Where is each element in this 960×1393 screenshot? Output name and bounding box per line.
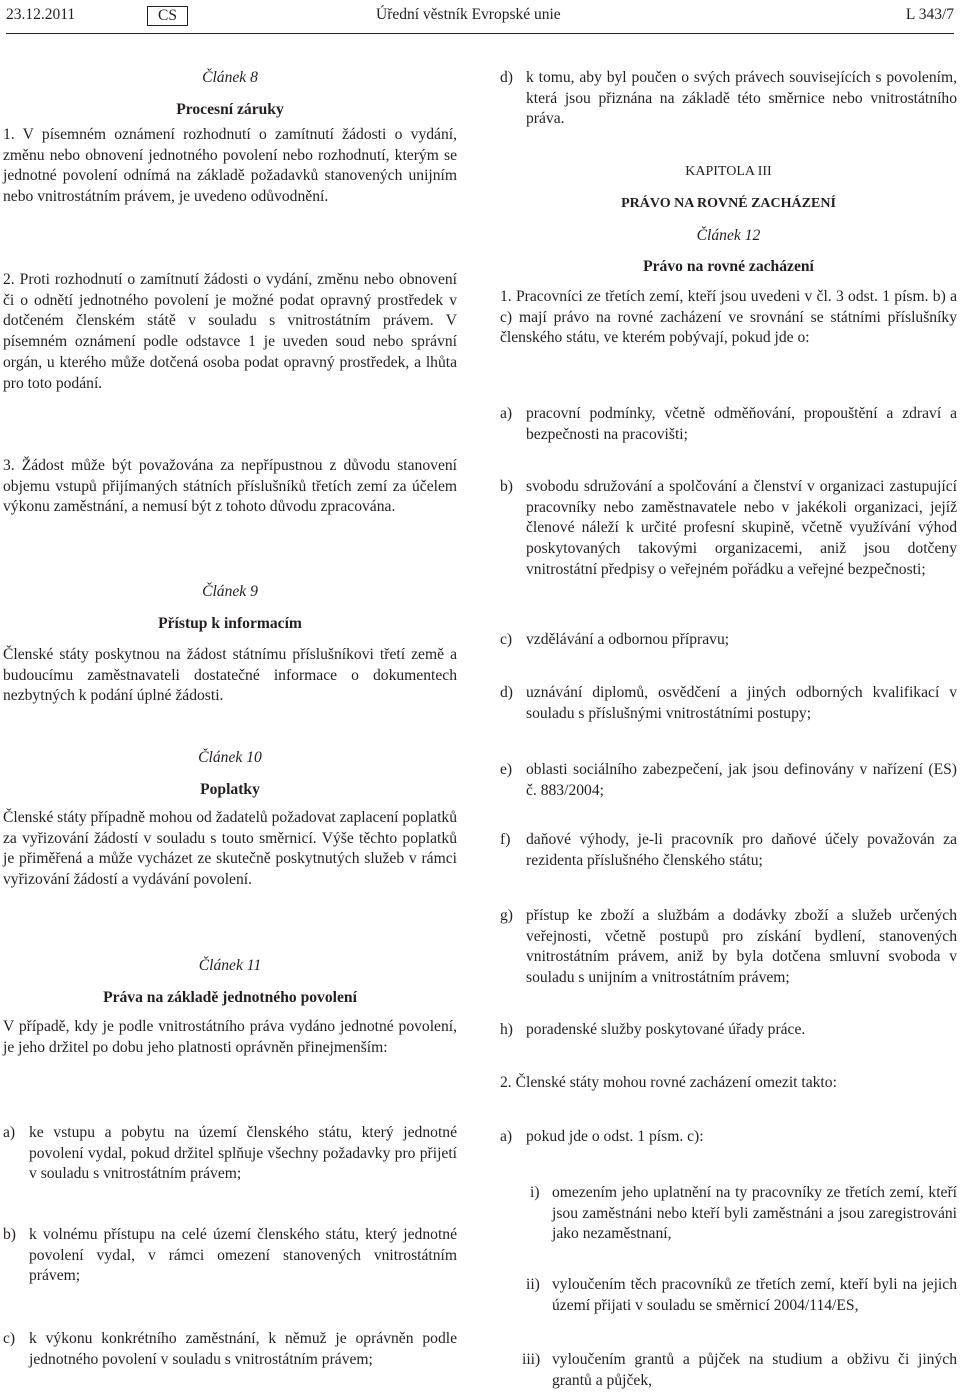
list-item-label: b): [3, 1226, 16, 1243]
sub-list-item-label: iii): [522, 1351, 541, 1368]
article-12-title: Právo na rovné zacházení: [643, 258, 814, 275]
article-10-title: Poplatky: [200, 781, 260, 798]
list-item-label: f): [500, 831, 511, 848]
list-item-label: a): [500, 1128, 513, 1145]
article-12-number: Článek 12: [696, 227, 761, 244]
list-item-text: oblasti sociálního zabezpečení, jak jsou definovány v nařízení (ES) č. 883/2004;: [526, 761, 957, 799]
list-item-text: ke vstupu a pobytu na území členského státu, který jednotné povolení vydal, pokud držitel splňuje všechny požadavky pro přijetí v souladu s vnitrostátním právem;: [29, 1124, 457, 1183]
list-item-text: přístup ke zboží a službám a dodávky zboží a služeb určených veřejnosti, včetně postupů pro získání bydlení, stanovených vnitrostátním právem, aniž by byla dotčena smluvní svoboda v souladu s unijním a vnitrostátním právem;: [526, 907, 957, 987]
list-item-label: c): [3, 1330, 16, 1347]
list-item-label: d): [500, 684, 513, 701]
list-item-text: uznávání diplomů, osvědčení a jiných odborných kvalifikací v souladu s příslušnými vnitrostátními postupy;: [526, 684, 957, 722]
list-item-label: c): [500, 631, 513, 648]
article-8-title: Procesní záruky: [176, 101, 284, 118]
list-item: [500, 830, 957, 871]
article-8-paragraph-3: 3. Žádost může být považována za nepřípustnou z důvodu stanovení objemu vstupů přijímaných státních příslušníků třetích zemí za účelem výkonu zaměstnání, a nemusí být z tohoto důvodu zpracována.: [3, 457, 457, 516]
list-item-text: vzdělávání a odbornou přípravu;: [526, 631, 730, 648]
list-item-text: k volnému přístupu na celé území členského státu, který jednotné povolení vydal, v rámci omezení stanovených vnitrostátním právem;: [29, 1226, 457, 1285]
sub-list-item-text: omezením jeho uplatnění na ty pracovníky ze třetích zemí, kteří jsou zaměstnáni nebo kteří byli zaměstnáni a jsou zaregistrováni jako nezaměstnaní,: [552, 1184, 957, 1243]
article-11-intro: V případě, kdy je podle vnitrostátního práva vydáno jednotné povolení, je jeho držitel po dobu jeho platnosti oprávněn přinejmenším:: [3, 1018, 457, 1056]
list-item: [500, 906, 957, 989]
list-item-text: daňové výhody, je-li pracovník pro daňové účely považován za rezidenta příslušného členského státu;: [526, 831, 957, 869]
list-item-text: pracovní podmínky, včetně odměňování, propouštění a zdraví a bezpečnosti na pracovišti;: [526, 405, 957, 443]
article-10-text: Členské státy případně mohou od žadatelů požadovat zaplacení poplatků za vyřizování žádostí v souladu s touto směrnicí. Výše těchto poplatků je přiměřená a může vycházet ze skutečně poskytnutých služeb v rámci vyřizování žádostí a vydávání povolení.: [3, 809, 457, 889]
page-reference: L 343/7: [905, 6, 954, 23]
list-item: [500, 1020, 957, 1041]
list-item-label: d): [500, 69, 513, 86]
list-item: [3, 1225, 457, 1287]
journal-title: Úřední věstník Evropské unie: [376, 6, 561, 23]
article-8-number: Článek 8: [202, 69, 258, 86]
article-12-paragraph-1: 1. Pracovníci ze třetích zemí, kteří jsou uvedeni v čl. 3 odst. 1 písm. b) a c) mají právo na rovné zacházení ve srovnání se státními příslušníky členského státu, ve kterém pobývají, pokud jde o:: [500, 288, 957, 347]
sub-list-item-text: vyloučením grantů a půjček na studium a obživu či jiných grantů a půjček,: [552, 1351, 957, 1389]
list-item-label: e): [500, 761, 513, 778]
list-item: [500, 404, 957, 445]
list-item-text: pokud jde o odst. 1 písm. c):: [526, 1128, 704, 1145]
sub-list-item: [500, 1183, 957, 1245]
list-item: [3, 1329, 457, 1370]
list-item-label: b): [500, 478, 513, 495]
article-10-number: Článek 10: [198, 749, 262, 766]
list-item-label: h): [500, 1021, 513, 1038]
article-8-paragraph-2: 2. Proti rozhodnutí o zamítnutí žádosti o vydání, změnu nebo obnovení či o odnětí jednotného povolení je možné podat opravný prostředek v dotčeném členském státě v souladu s vnitrostátním právem. V písemném oznámení podle odstavce 1 je uveden soud nebo správní orgán, u kterého může dotčená osoba podat opravný prostředek, a lhůta pro toto podání.: [3, 271, 457, 392]
sub-list-item-label: ii): [526, 1276, 540, 1293]
article-9-title: Přístup k informacím: [158, 615, 302, 632]
list-item: [500, 683, 957, 724]
list-item: [500, 68, 957, 130]
page-header: [6, 6, 954, 34]
article-9-number: Článek 9: [202, 583, 258, 600]
list-item: [500, 477, 957, 581]
list-item-text: svobodu sdružování a spolčování a členství v organizaci zastupující pracovníky nebo zaměstnavatele nebo v jakékoli organizaci, jejíž členové náleží k určité profesní skupině, včetně využívání výhod poskytovaných takovými organizacemi, aniž jsou dotčeny vnitrostátní předpisy o veřejném pořádku a veřejné bezpečnosti;: [526, 478, 957, 578]
list-item: [500, 1127, 957, 1148]
article-12-paragraph-2: 2. Členské státy mohou rovné zacházení omezit takto:: [500, 1074, 837, 1091]
article-11-number: Článek 11: [198, 957, 262, 974]
header-date: 23.12.2011: [6, 6, 76, 23]
language-badge: CS: [147, 6, 188, 26]
sub-list-item: [500, 1350, 957, 1391]
article-9-text: Členské státy poskytnou na žádost státnímu příslušníkovi třetí země a budoucímu zaměstnavateli dostatečné informace o dokumentech nezbytných k podání úplné žádosti.: [3, 646, 457, 705]
chapter-heading: KAPITOLA III: [685, 164, 772, 179]
list-item-label: a): [3, 1124, 16, 1141]
list-item: [500, 760, 957, 801]
list-item-text: k výkonu konkrétního zaměstnání, k němuž je oprávněn podle jednotného povolení v souladu s vnitrostátním právem;: [29, 1330, 457, 1368]
list-item-text: k tomu, aby byl poučen o svých právech souvisejících s povolením, která jsou přiznána na základě této směrnice nebo vnitrostátního práva.: [526, 69, 957, 128]
list-item-label: a): [500, 405, 513, 422]
sub-list-item-text: vyloučením těch pracovníků ze třetích zemí, kteří byli na jejich území přijati v souladu se směrnicí 2004/114/ES,: [552, 1276, 957, 1314]
list-item-text: poradenské služby poskytované úřady práce.: [526, 1021, 806, 1038]
list-item: [500, 630, 957, 651]
sub-list-item-label: i): [530, 1184, 540, 1201]
sub-list-item: [500, 1275, 957, 1316]
header-rule: [6, 33, 954, 34]
article-8-paragraph-1: 1. V písemném oznámení rozhodnutí o zamítnutí žádosti o vydání, změnu nebo obnovení jednotného povolení nebo rozhodnutí, kterým se jednotné povolení odnímá na základě požadavků stanovených unijním nebo vnitrostátním právem, je uvedeno odůvodnění.: [3, 126, 457, 206]
article-11-title: Práva na základě jednotného povolení: [103, 989, 357, 1006]
chapter-title: PRÁVO NA ROVNÉ ZACHÁZENÍ: [621, 196, 836, 211]
list-item: [3, 1123, 457, 1185]
list-item-label: g): [500, 907, 513, 924]
